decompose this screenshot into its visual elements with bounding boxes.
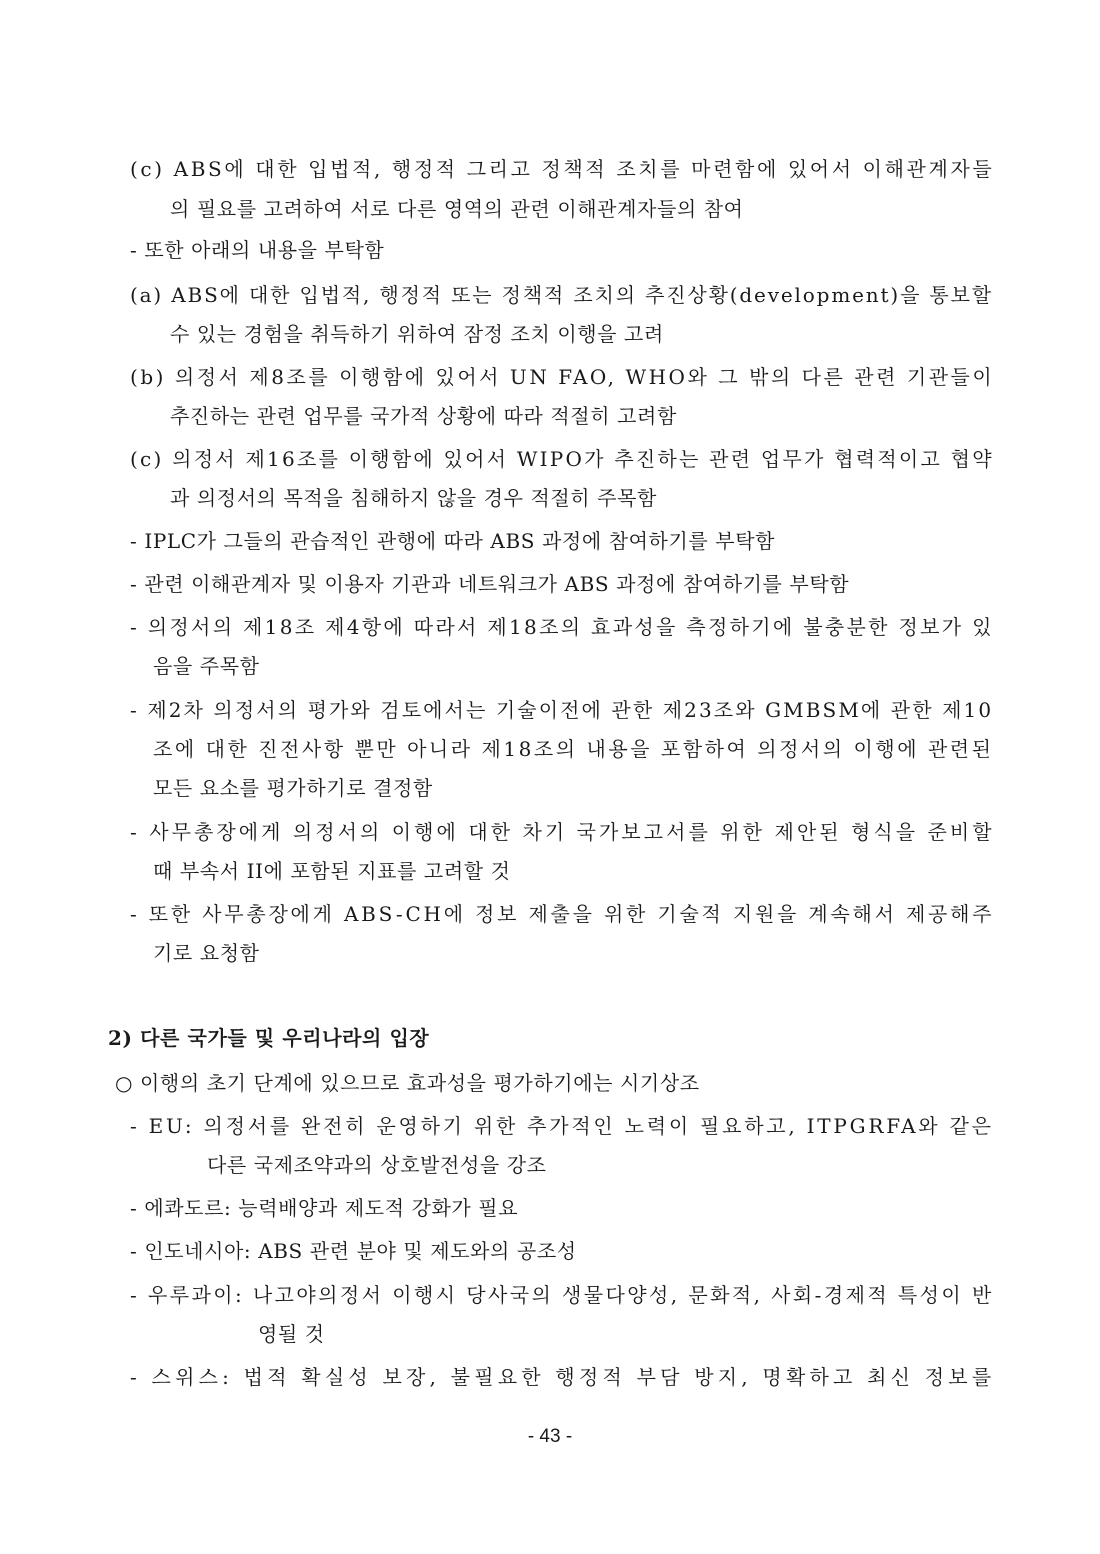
section-heading: 2) 다른 국가들 및 우리나라의 입장 <box>108 1026 430 1050</box>
bullet-article18-line-1: - 의정서의 제18조 제4항에 따라서 제18조의 효과성을 측정하기에 불충분한 정보가 있 <box>130 615 994 639</box>
bullet-also-request: - 또한 아래의 내용을 부탁함 <box>130 238 385 262</box>
clause-c2-line-1: (c) 의정서 제16조를 이행함에 있어서 WIPO가 추진하는 관련 업무가 협력적이고 협약 <box>130 447 994 471</box>
bullet-absch-line-1: - 또한 사무총장에게 ABS-CH에 정보 제출을 위한 기술적 지원을 계속해서 제공해주 <box>130 902 995 926</box>
clause-a-line-2: 수 있는 경험을 취득하기 위하여 잠정 조치 이행을 고려 <box>170 322 664 346</box>
eu-position-line-1: - EU: 의정서를 완전히 운영하기 위한 추가적인 노력이 필요하고, ITPGRFA와 같은 <box>130 1114 994 1138</box>
eu-position-line-2: 다른 국제조약과의 상호발전성을 강조 <box>207 1153 547 1177</box>
clause-c2-line-2: 과 의정서의 목적을 침해하지 않을 경우 적절히 주목함 <box>170 486 657 510</box>
uruguay-position-line-2: 영될 것 <box>258 1322 325 1346</box>
clause-c-line-2: 의 필요를 고려하여 서로 다른 영역의 관련 이해관계자들의 참여 <box>170 197 744 221</box>
bullet-stakeholders: - 관련 이해관계자 및 이용자 기관과 네트워크가 ABS 과정에 참여하기를 부탁함 <box>130 572 850 596</box>
bullet-secretary-line-2: 때 부속서 II에 포함된 지표를 고려할 것 <box>153 859 511 883</box>
switzerland-position: - 스위스: 법적 확실성 보장, 불필요한 행정적 부담 방지, 명확하고 최신 정보를 <box>130 1365 996 1389</box>
bullet-second-review-line-3: 모든 요소를 평가하기로 결정함 <box>153 776 433 800</box>
circle-bullet-early-stage: ○ 이행의 초기 단계에 있으므로 효과성을 평가하기에는 시기상조 <box>115 1071 700 1095</box>
ecuador-position: - 에콰도르: 능력배양과 제도적 강화가 필요 <box>130 1196 519 1220</box>
bullet-absch-line-2: 기로 요청함 <box>153 941 260 965</box>
clause-b-line-1: (b) 의정서 제8조를 이행함에 있어서 UN FAO, WHO와 그 밖의 다른 관련 기관들이 <box>130 365 995 389</box>
bullet-second-review-line-2: 조에 대한 진전사항 뿐만 아니라 제18조의 내용을 포함하여 의정서의 이행에 관련된 <box>153 737 994 761</box>
clause-c-line-1: (c) ABS에 대한 입법적, 행정적 그리고 정책적 조치를 마련함에 있어서 이해관계자들 <box>130 157 995 181</box>
indonesia-position: - 인도네시아: ABS 관련 분야 및 제도와의 공조성 <box>130 1239 577 1263</box>
bullet-article18-line-2: 음을 주목함 <box>153 654 260 678</box>
clause-b-line-2: 추진하는 관련 업무를 국가적 상황에 따라 적절히 고려함 <box>170 404 677 428</box>
bullet-secretary-line-1: - 사무총장에게 의정서의 이행에 대한 차기 국가보고서를 위한 제안된 형식을 준비할 <box>130 820 995 844</box>
bullet-iplc: - IPLC가 그들의 관습적인 관행에 따라 ABS 과정에 참여하기를 부탁함 <box>130 529 776 553</box>
page-number: - 43 - <box>527 1426 573 1447</box>
clause-a-line-1: (a) ABS에 대한 입법적, 행정적 또는 정책적 조치의 추진상황(development)을 통보할 <box>130 283 993 307</box>
bullet-second-review-line-1: - 제2차 의정서의 평가와 검토에서는 기술이전에 관한 제23조와 GMBSM에 관한 제10 <box>130 698 994 722</box>
uruguay-position-line-1: - 우루과이: 나고야의정서 이행시 당사국의 생물다양성, 문화적, 사회-경제적 특성이 반 <box>130 1283 994 1307</box>
